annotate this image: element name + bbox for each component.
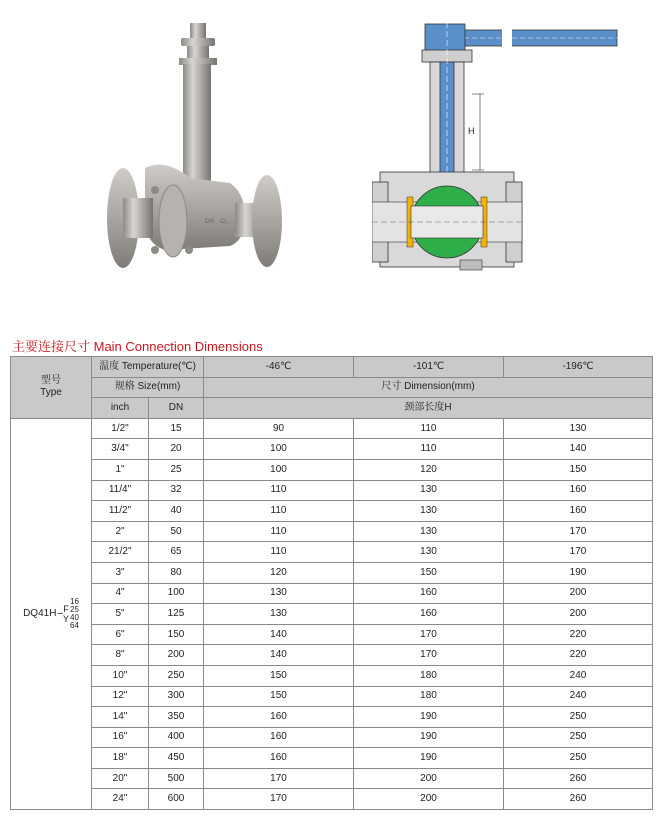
table-row <box>11 604 653 625</box>
table-row <box>11 521 653 542</box>
temp-col-46: -46℃ <box>204 357 354 378</box>
cell-h-46: 110 <box>204 480 354 501</box>
table-row <box>11 727 653 748</box>
cell-h-196: 220 <box>504 645 653 666</box>
cell-dn: 50 <box>149 521 204 542</box>
temp-col-101: -101℃ <box>354 357 504 378</box>
pressure-25: 25 <box>70 604 79 614</box>
cell-dn: 100 <box>149 583 204 604</box>
cell-dn: 300 <box>149 686 204 707</box>
cell-h-46: 160 <box>204 727 354 748</box>
cell-h-46: 110 <box>204 501 354 522</box>
cell-h-101: 180 <box>354 686 504 707</box>
table-row <box>11 459 653 480</box>
section-heading: 主要连接尺寸 Main Connection Dimensions <box>12 339 263 354</box>
cell-h-196: 260 <box>504 789 653 810</box>
table-row <box>11 748 653 769</box>
cell-h-196: 130 <box>504 418 653 439</box>
table-row <box>11 583 653 604</box>
cell-h-196: 200 <box>504 604 653 625</box>
table-row <box>11 501 653 522</box>
cell-h-101: 190 <box>354 707 504 728</box>
temp-col-196: -196℃ <box>504 357 653 378</box>
cell-h-101: 130 <box>354 542 504 563</box>
cell-inch: 3" <box>92 562 149 583</box>
cell-dn: 450 <box>149 748 204 769</box>
cell-h-196: 190 <box>504 562 653 583</box>
cell-h-196: 220 <box>504 624 653 645</box>
table-row <box>11 418 653 439</box>
size-header: 规格 Size(mm) <box>92 377 204 398</box>
cell-dn: 40 <box>149 501 204 522</box>
cell-h-46: 130 <box>204 604 354 625</box>
cell-inch: 1/2" <box>92 418 149 439</box>
cell-h-196: 260 <box>504 768 653 789</box>
cell-h-46: 100 <box>204 459 354 480</box>
cell-h-196: 250 <box>504 748 653 769</box>
cell-inch: 10" <box>92 665 149 686</box>
pressure-16: 16 <box>70 596 79 606</box>
cell-dn: 500 <box>149 768 204 789</box>
cell-inch: 21/2" <box>92 542 149 563</box>
cell-dn: 400 <box>149 727 204 748</box>
cell-h-101: 200 <box>354 789 504 810</box>
pressure-64: 64 <box>70 620 79 630</box>
cell-h-101: 130 <box>354 501 504 522</box>
model-designation <box>11 418 92 809</box>
cell-h-46: 140 <box>204 645 354 666</box>
table-row <box>11 686 653 707</box>
cell-inch: 24" <box>92 789 149 810</box>
model-dash: – <box>57 607 63 619</box>
cell-dn: 65 <box>149 542 204 563</box>
cell-inch: 3/4" <box>92 439 149 460</box>
cell-h-46: 150 <box>204 686 354 707</box>
table-row <box>11 624 653 645</box>
table-row <box>11 542 653 563</box>
table-row <box>11 562 653 583</box>
dimension-h-label: H <box>468 126 475 136</box>
cell-h-46: 160 <box>204 748 354 769</box>
cell-dn: 600 <box>149 789 204 810</box>
cell-h-101: 130 <box>354 480 504 501</box>
cell-dn: 80 <box>149 562 204 583</box>
cell-h-101: 190 <box>354 748 504 769</box>
cell-h-101: 190 <box>354 727 504 748</box>
cell-inch: 6" <box>92 624 149 645</box>
dn-header: DN <box>149 398 204 419</box>
dimensions-table <box>10 356 653 810</box>
cell-h-46: 100 <box>204 439 354 460</box>
table-row <box>11 665 653 686</box>
cell-h-101: 170 <box>354 624 504 645</box>
model-prefix: DQ41H <box>23 607 57 619</box>
cell-h-196: 160 <box>504 480 653 501</box>
cell-dn: 15 <box>149 418 204 439</box>
cell-dn: 25 <box>149 459 204 480</box>
cell-dn: 32 <box>149 480 204 501</box>
cell-h-46: 90 <box>204 418 354 439</box>
photo-marking-dn: DN <box>205 219 214 225</box>
pressure-40: 40 <box>70 612 79 622</box>
valve-photo <box>95 18 285 268</box>
cell-dn: 250 <box>149 665 204 686</box>
cell-h-46: 170 <box>204 789 354 810</box>
cell-h-196: 160 <box>504 501 653 522</box>
cell-inch: 18" <box>92 748 149 769</box>
cell-h-46: 140 <box>204 624 354 645</box>
inch-header: inch <box>92 398 149 419</box>
table-row <box>11 480 653 501</box>
cell-h-46: 160 <box>204 707 354 728</box>
cell-inch: 20" <box>92 768 149 789</box>
cell-h-196: 170 <box>504 521 653 542</box>
model-suffix-f: F <box>63 603 69 614</box>
neck-length-header: 颈部长度H <box>204 398 653 419</box>
temperature-header: 温度 Temperature(℃) <box>92 357 204 378</box>
cell-h-46: 130 <box>204 583 354 604</box>
table-row <box>11 789 653 810</box>
cell-h-101: 180 <box>354 665 504 686</box>
cell-inch: 1" <box>92 459 149 480</box>
cell-h-196: 150 <box>504 459 653 480</box>
type-header <box>11 357 92 419</box>
valve-section-drawing <box>372 22 622 277</box>
cell-h-101: 200 <box>354 768 504 789</box>
cell-inch: 11/2" <box>92 501 149 522</box>
dimension-header: 尺寸 Dimension(mm) <box>204 377 653 398</box>
cell-h-196: 200 <box>504 583 653 604</box>
cell-h-101: 160 <box>354 604 504 625</box>
model-suffix-y: Y <box>63 613 70 624</box>
cell-h-46: 170 <box>204 768 354 789</box>
cell-h-196: 240 <box>504 665 653 686</box>
cell-h-196: 250 <box>504 707 653 728</box>
photo-marking-cl: CL <box>220 219 228 225</box>
cell-inch: 4" <box>92 583 149 604</box>
table-row <box>11 707 653 728</box>
cell-h-196: 240 <box>504 686 653 707</box>
cell-h-101: 110 <box>354 439 504 460</box>
cell-h-196: 140 <box>504 439 653 460</box>
cell-inch: 2" <box>92 521 149 542</box>
cell-h-101: 160 <box>354 583 504 604</box>
cell-h-46: 120 <box>204 562 354 583</box>
cell-inch: 8" <box>92 645 149 666</box>
table-row <box>11 439 653 460</box>
cell-h-101: 150 <box>354 562 504 583</box>
cell-inch: 14" <box>92 707 149 728</box>
type-header-en: Type <box>40 387 62 399</box>
cell-dn: 125 <box>149 604 204 625</box>
cell-h-46: 150 <box>204 665 354 686</box>
cell-dn: 350 <box>149 707 204 728</box>
cell-h-101: 130 <box>354 521 504 542</box>
cell-h-101: 110 <box>354 418 504 439</box>
table-row <box>11 645 653 666</box>
cell-h-101: 170 <box>354 645 504 666</box>
cell-inch: 11/4" <box>92 480 149 501</box>
cell-dn: 200 <box>149 645 204 666</box>
cell-dn: 150 <box>149 624 204 645</box>
cell-h-196: 250 <box>504 727 653 748</box>
cell-h-46: 110 <box>204 542 354 563</box>
cell-inch: 16" <box>92 727 149 748</box>
cell-inch: 5" <box>92 604 149 625</box>
table-row <box>11 768 653 789</box>
type-header-cn: 型号 <box>41 375 61 387</box>
cell-dn: 20 <box>149 439 204 460</box>
cell-inch: 12" <box>92 686 149 707</box>
cell-h-46: 110 <box>204 521 354 542</box>
cell-h-196: 170 <box>504 542 653 563</box>
cell-h-101: 120 <box>354 459 504 480</box>
